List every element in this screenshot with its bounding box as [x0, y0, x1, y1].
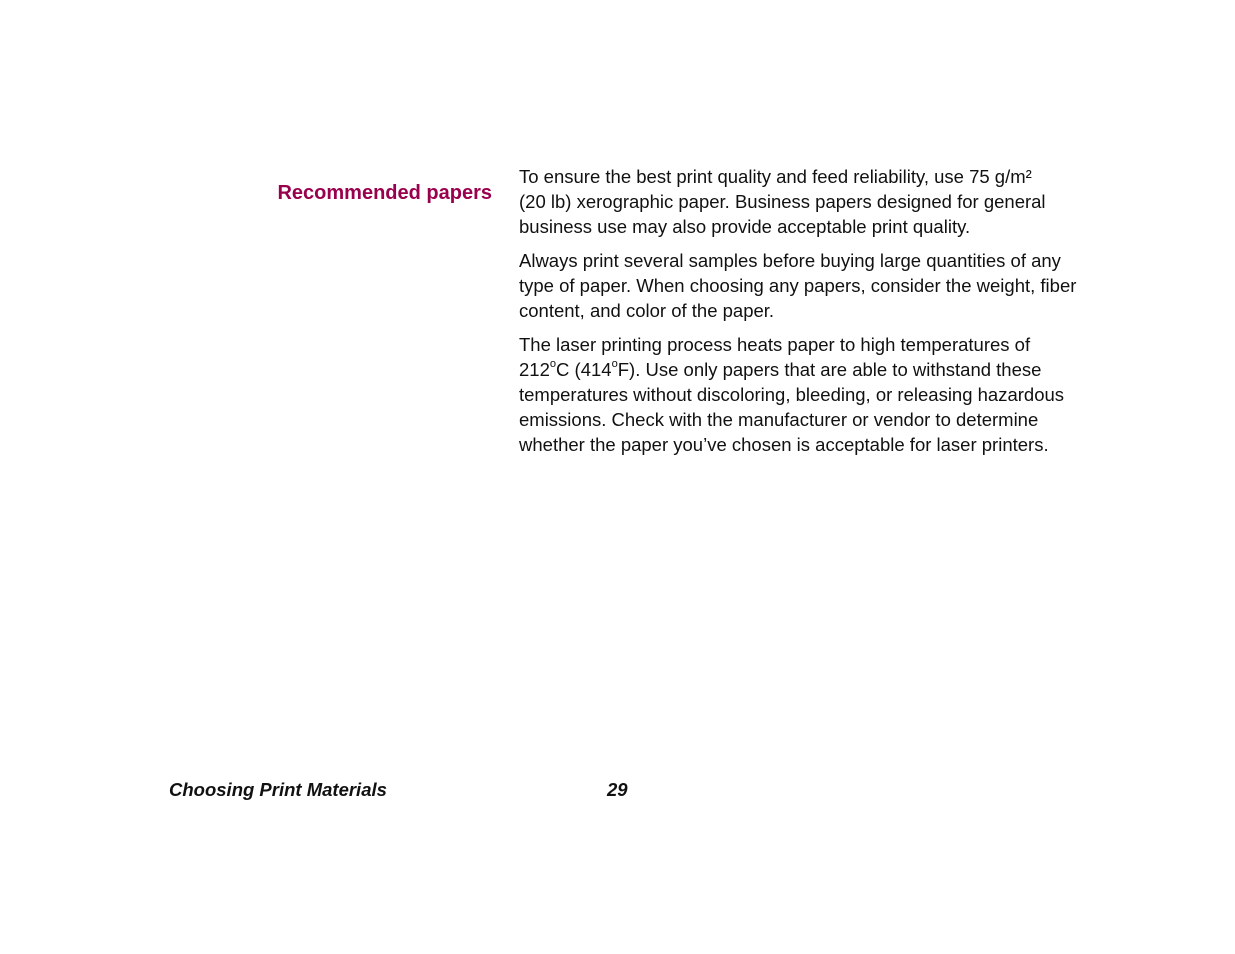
degree-symbol: o: [611, 358, 618, 371]
paragraph-paper-weight: [519, 164, 1091, 239]
paragraph-line: To ensure the best print quality and feed reliability, use 75 g/m²: [519, 166, 1032, 187]
section-heading: Recommended papers: [277, 181, 492, 204]
paragraph-line: [519, 357, 1091, 382]
paragraph-line: whether the paper you’ve chosen is acceptable for laser printers.: [519, 434, 1049, 455]
paragraph-line: type of paper. When choosing any papers, consider the weight, fiber: [519, 275, 1077, 296]
paragraph-samples: [519, 248, 1091, 323]
paragraph-line: emissions. Check with the manufacturer or vendor to determine: [519, 409, 1039, 430]
temperature-text: F). Use only papers that are able to withstand these: [617, 359, 1042, 380]
footer-chapter-title: Choosing Print Materials: [169, 779, 387, 800]
paragraph-line: Always print several samples before buying large quantities of any: [519, 250, 1061, 271]
body-text: [519, 164, 1091, 466]
paragraph-line: content, and color of the paper.: [519, 300, 775, 321]
temperature-celsius: 212: [519, 359, 550, 380]
footer-page-number: 29: [607, 779, 628, 800]
paragraph-line: business use may also provide acceptable print quality.: [519, 216, 971, 237]
paragraph-line: The laser printing process heats paper to high temperatures of: [519, 334, 1031, 355]
temperature-text: C (414: [556, 359, 612, 380]
degree-symbol: o: [549, 358, 557, 371]
paragraph-line: (20 lb) xerographic paper. Business papers designed for general: [519, 191, 1046, 212]
paragraph-line: temperatures without discoloring, bleeding, or releasing hazardous: [519, 384, 1065, 405]
paragraph-temperature: [519, 332, 1091, 457]
